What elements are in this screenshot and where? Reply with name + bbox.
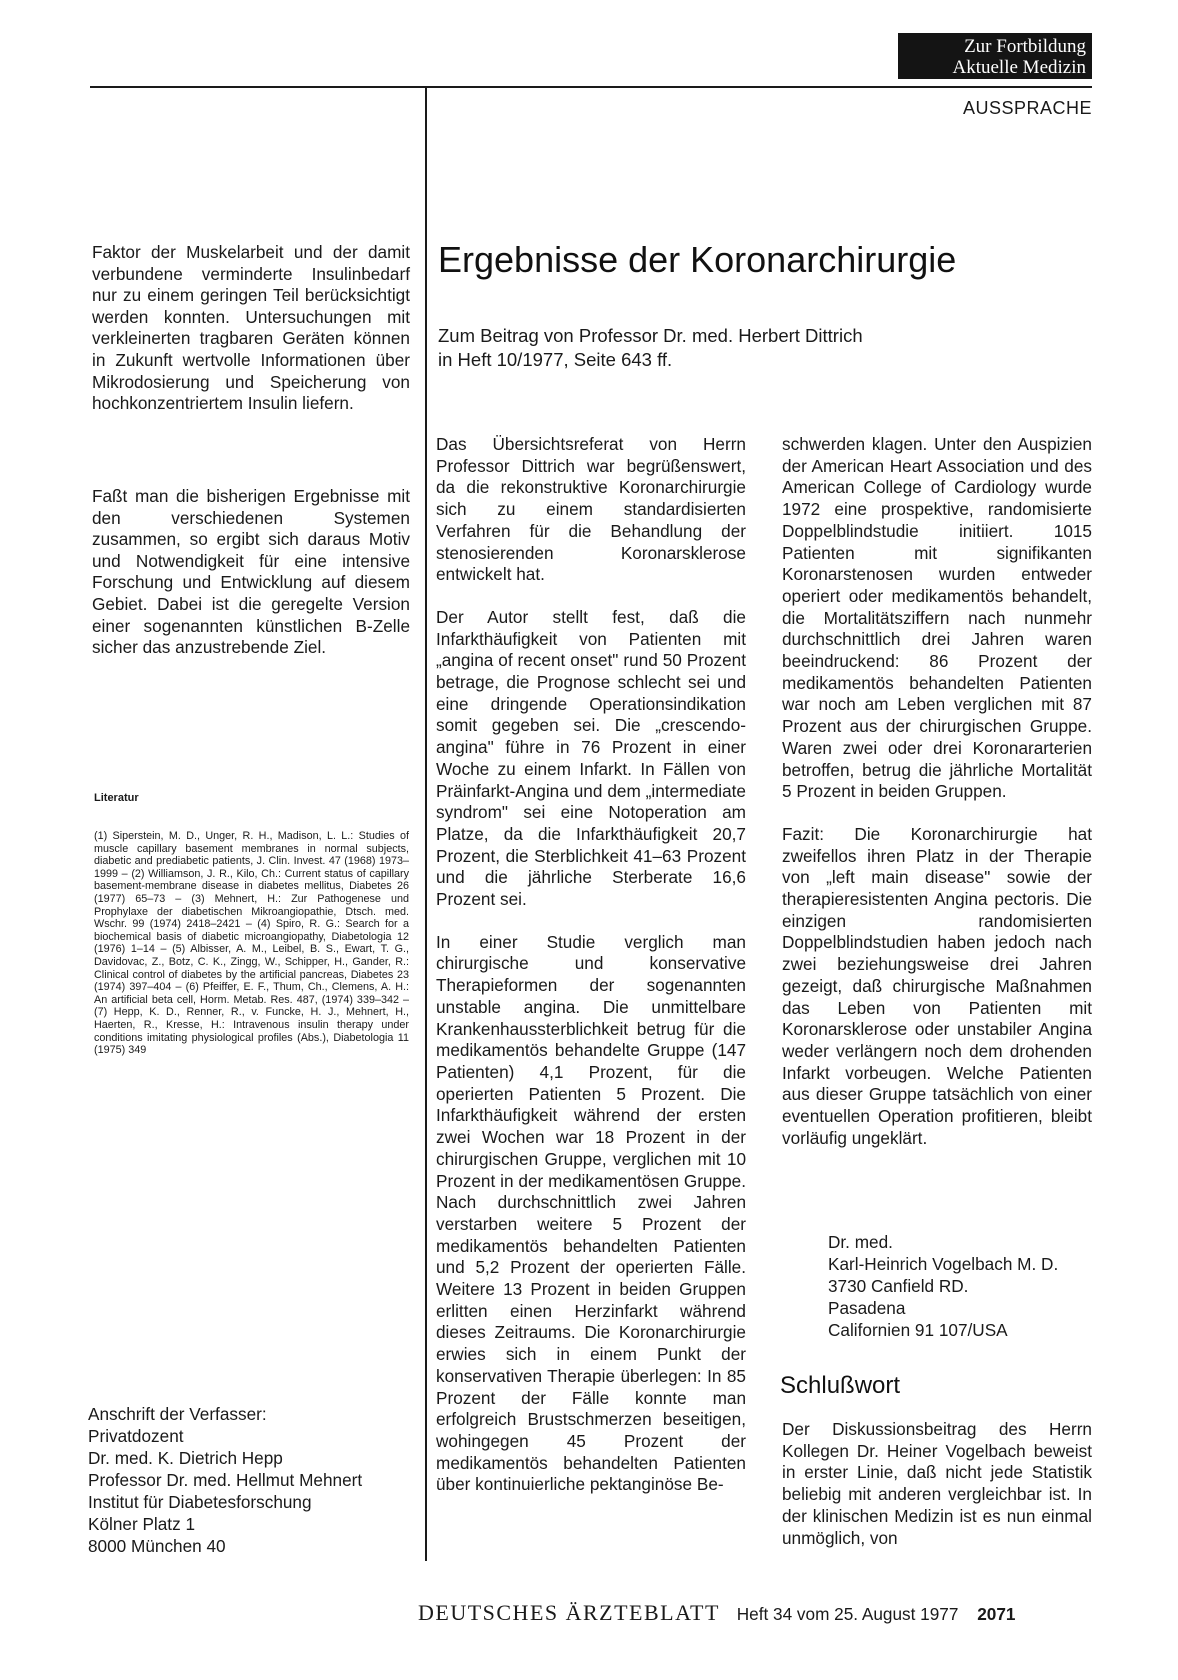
article-subtitle (438, 324, 863, 372)
signature-line: Karl-Heinrich Vogelbach M. D. (828, 1254, 1059, 1274)
middle-column (436, 434, 746, 1517)
body-paragraph: In einer Studie verglich man chirurgische und konservative Therapieformen der sogenannten unstable angina. Die unmittelbare Krankenhaussterblichkeit betrug für die medikamentös behandelte Gruppe (147 Patienten) 4,1 Prozent, für die operierten Patienten 5 Prozent. Die Infarkthäufigkeit während der ersten zwei Wochen war 18 Prozent in der chirurgischen Gruppe, verglichen mit 10 Prozent in der medikamentösen Gruppe. Nach durchschnittlich zwei Jahren verstarben weitere 5 Prozent der medikamentös behandelten Patienten und 5,2 Prozent der operierten Fälle. Weitere 13 Prozent in beiden Gruppen erlitten einen Herzinfarkt während dieses Zeitraums. Die Koronarchirurgie erwies sich in einem Punkt der konservativen Therapie überlegen: In 85 Prozent der Fälle konnte man erfolgreich Brustschmerzen beseitigen, wohingegen 45 Prozent der medikamentös behandelten Patienten über kontinuierliche pektanginöse Be- (436, 931, 746, 1495)
closing-paragraph: Der Diskussionsbeitrag des Herrn Kollegen Dr. Heiner Vogelbach beweist in erster Linie, daß nicht jede Statistik beliebig mit anderen vergleichbar ist. In der klinischen Medizin ist es nun einmal unmöglich, von (782, 1419, 1092, 1548)
issue-info: Heft 34 vom 25. August 1977 (736, 1604, 959, 1624)
address-line: 8000 München 40 (88, 1536, 226, 1556)
address-line: Anschrift der Verfasser: (88, 1404, 267, 1424)
address-line: Privatdozent (88, 1426, 184, 1446)
section-badge-line2: Aktuelle Medizin (952, 57, 1086, 78)
column-divider (425, 86, 427, 1561)
article-title: Ergebnisse der Koronarchirurgie (438, 239, 957, 280)
top-rule (90, 86, 1092, 88)
author-address (88, 1403, 418, 1557)
section-label: AUSSPRACHE (962, 98, 1092, 118)
page-footer (418, 1600, 1090, 1626)
body-paragraph: schwerden klagen. Unter den Auspizien der American Heart Association und des American College of Cardiology wurde 1972 eine prospektive, randomisierte Doppelblindstudie initiiert. 1015 Patienten mit signifikanten Koronarstenosen wurden entweder operiert oder medikamentös behandelt, die Mortalitätsziffern nach nunmehr durchschnittlich drei Jahren waren beeindruckend: 86 Prozent der medikamentös behandelten Patienten war noch am Leben verglichen mit 87 Prozent aus der chirurgischen Gruppe. Waren zwei oder drei Koronararterien betroffen, betrug die jährliche Mortalität 5 Prozent in beiden Gruppen. (782, 434, 1092, 802)
article-subtitle-line2: in Heft 10/1977, Seite 643 ff. (438, 349, 673, 370)
signature-line: 3730 Canfield RD. (828, 1276, 969, 1296)
section-badge-line1: Zur Fortbildung (964, 36, 1086, 57)
address-line: Professor Dr. med. Hellmut Mehnert (88, 1470, 363, 1490)
signature-line: Pasadena (828, 1298, 906, 1318)
left-paragraph-1 (92, 242, 410, 415)
letter-signature (828, 1231, 1058, 1341)
signature-line: Californien 91 107/USA (828, 1320, 1008, 1340)
address-line: Dr. med. K. Dietrich Hepp (88, 1448, 283, 1468)
left-paragraph-2-text: Faßt man die bisherigen Ergebnisse mit den verschiedenen Systemen zusammen, so ergibt sich daraus Motiv und Notwendigkeit für eine intensive Forschung und Entwicklung auf diesem Gebiet. Dabei ist die geregelte Version einer sogenannten künstlichen B-Zelle sicher das anzustrebende Ziel. (92, 486, 410, 658)
address-line: Institut für Diabetesforschung (88, 1492, 312, 1512)
left-paragraph-1-text: Faktor der Muskelarbeit und der damit verbundene verminderte Insulinbedarf nur zu einem geringen Teil berücksichtigt werden konnten. Untersuchungen mit verkleinerten tragbaren Geräten können in Zukunft wertvolle Informationen über Mikrodosierung und Speicherung von hochkonzentriertem Insulin liefern. (92, 242, 410, 414)
literature-references: (1) Siperstein, M. D., Unger, R. H., Madison, L. L.: Studies of muscle capillary basement membranes in normal subjects, diabetic and prediabetic patients, J. Clin. Invest. 47 (1968) 1973–1999 – (2) Williamson, J. R., Kilo, Ch.: Current status of capillary basement-membrane disease in diabetes mellitus, Diabetes 26 (1977) 65–73 – (3) Mehnert, H.: Zur Pathogenese und Prophylaxe der diabetischen Mikroangiopathie, Dtsch. med. Wschr. 99 (1974) 2418–2421 – (4) Spiro, R. G.: Search for a biochemical basis of diabetic microangiopathy, Diabetologia 12 (1976) 1–14 – (5) Albisser, A. M., Leibel, B. S., Ewart, T. G., Davidovac, Z., Botz, C. K., Zingg, W., Schipper, H., Gander, R.: Clinical control of diabetes by the artificial pancreas, Diabetes 23 (1974) 397–404 – (6) Pfeiffer, E. F., Thum, Ch., Clemens, A. H.: An artificial beta cell, Horm. Metab. Res. 487, (1974) 339–342 – (7) Hepp, K. D., Renner, R., v. Funcke, H. J., Mehnert, H., Haerten, R., Kresse, H.: Intravenous insulin therapy under conditions imitating physiological profiles (Abs.), Diabetologia 11 (1975) 349 (94, 830, 409, 1057)
signature-line: Dr. med. (828, 1232, 893, 1252)
literature-heading: Literatur (94, 792, 139, 804)
address-line: Kölner Platz 1 (88, 1514, 196, 1534)
closing-heading: Schlußwort (780, 1372, 901, 1399)
left-paragraph-2 (92, 486, 410, 659)
body-paragraph: Der Autor stellt fest, daß die Infarkthäufigkeit von Patienten mit „angina of recent onset" rund 50 Prozent betrage, die Prognose schlecht sei und eine dringende Operationsindikation somit gegeben sei. Die „crescendo-angina" führe in 76 Prozent in einer Woche zu einem Infarkt. In Fällen von Präinfarkt-Angina und dem „intermediate syndrom" sei eine Notoperation am Platze, da die Infarkthäufigkeit 20,7 Prozent, die Sterblichkeit 41–63 Prozent und die jährliche Sterberate 16,6 Prozent sei. (436, 606, 746, 910)
body-paragraph: Das Übersichtsreferat von Herrn Professor Dittrich war begrüßenswert, da die rekonstruktive Koronarchirurgie sich zu einem standardisierten Verfahren für die Behandlung der stenosierenden Koronarsklerose entwickelt hat. (436, 434, 746, 585)
article-subtitle-line1: Zum Beitrag von Professor Dr. med. Herbert Dittrich (438, 325, 863, 346)
section-badge (898, 33, 1092, 79)
body-paragraph: Fazit: Die Koronarchirurgie hat zweifellos ihren Platz in der Therapie von „left main disease" sowie der therapieresistenten Angina pectoris. Die einzigen randomisierten Doppelblindstudien haben jedoch nach zwei beziehungsweise drei Jahren gezeigt, daß chirurgische Maßnahmen das Leben von Patienten mit Koronarsklerose oder unstabiler Angina weder verlängern noch dem drohenden Infarkt vorbeugen. Welche Patienten aus dieser Gruppe tatsächlich von einer eventuellen Operation profitieren, bleibt vorläufig ungeklärt. (782, 823, 1092, 1148)
closing-text (782, 1419, 1092, 1549)
right-column (782, 434, 1092, 1171)
journal-name: DEUTSCHES ÄRZTEBLATT (418, 1600, 720, 1625)
page-number: 2071 (977, 1604, 1016, 1624)
